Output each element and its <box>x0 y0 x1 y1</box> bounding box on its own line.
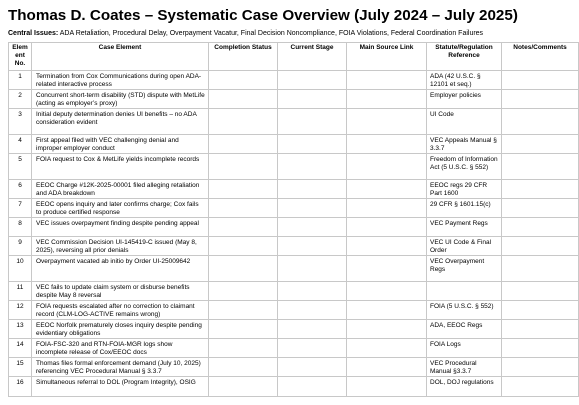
row-element-no: 12 <box>9 301 32 320</box>
row-element-no: 5 <box>9 154 32 180</box>
table-header-row <box>9 43 579 71</box>
row-current-stage <box>278 282 347 301</box>
row-main-source-link <box>347 199 427 218</box>
central-issues <box>8 30 483 37</box>
row-notes-comments <box>502 282 579 301</box>
row-completion-status <box>209 237 278 256</box>
header-completion-status: Completion Status <box>209 43 278 71</box>
row-current-stage <box>278 320 347 339</box>
row-completion-status <box>209 358 278 377</box>
row-completion-status <box>209 154 278 180</box>
row-completion-status <box>209 320 278 339</box>
row-statute-reference: VEC Payment Regs <box>427 218 502 237</box>
row-current-stage <box>278 256 347 282</box>
row-case-element: VEC fails to update claim system or disburse benefits despite May 8 reversal <box>32 282 209 301</box>
row-current-stage <box>278 109 347 135</box>
row-completion-status <box>209 339 278 358</box>
table-row <box>9 90 579 109</box>
row-main-source-link <box>347 135 427 154</box>
row-case-element: FOIA requests escalated after no correction to claimant record (CLM-LOG-ACTIVE remains wrong) <box>32 301 209 320</box>
row-completion-status <box>209 135 278 154</box>
row-main-source-link <box>347 218 427 237</box>
row-current-stage <box>278 218 347 237</box>
row-element-no: 1 <box>9 71 32 90</box>
table-row <box>9 256 579 282</box>
row-main-source-link <box>347 237 427 256</box>
row-case-element: EEOC Norfolk prematurely closes inquiry despite pending evidentiary obligations <box>32 320 209 339</box>
central-issues-label: Central Issues: <box>8 30 59 37</box>
row-statute-reference: Employer policies <box>427 90 502 109</box>
row-case-element: Termination from Cox Communications during open ADA-related interactive process <box>32 71 209 90</box>
row-completion-status <box>209 256 278 282</box>
row-current-stage <box>278 180 347 199</box>
row-case-element: VEC Commission Decision UI-145419-C issued (May 8, 2025), reversing all prior denials <box>32 237 209 256</box>
row-completion-status <box>209 282 278 301</box>
table-row <box>9 154 579 180</box>
row-completion-status <box>209 90 278 109</box>
row-case-element: Initial deputy determination denies UI benefits – no ADA consideration evident <box>32 109 209 135</box>
row-notes-comments <box>502 135 579 154</box>
row-current-stage <box>278 154 347 180</box>
row-element-no: 10 <box>9 256 32 282</box>
table-row <box>9 377 579 397</box>
row-statute-reference <box>427 282 502 301</box>
row-statute-reference: UI Code <box>427 109 502 135</box>
row-element-no: 11 <box>9 282 32 301</box>
row-notes-comments <box>502 377 579 397</box>
row-main-source-link <box>347 154 427 180</box>
row-case-element: Thomas files formal enforcement demand (July 10, 2025) referencing VEC Procedural Manual § 3.3.7 <box>32 358 209 377</box>
row-completion-status <box>209 71 278 90</box>
row-notes-comments <box>502 218 579 237</box>
row-element-no: 15 <box>9 358 32 377</box>
row-element-no: 3 <box>9 109 32 135</box>
row-current-stage <box>278 90 347 109</box>
row-element-no: 14 <box>9 339 32 358</box>
row-notes-comments <box>502 301 579 320</box>
row-notes-comments <box>502 109 579 135</box>
table-row <box>9 282 579 301</box>
row-main-source-link <box>347 282 427 301</box>
row-current-stage <box>278 377 347 397</box>
row-element-no: 6 <box>9 180 32 199</box>
row-completion-status <box>209 301 278 320</box>
table-row <box>9 320 579 339</box>
row-main-source-link <box>347 339 427 358</box>
row-current-stage <box>278 301 347 320</box>
row-statute-reference: ADA (42 U.S.C. § 12101 et seq.) <box>427 71 502 90</box>
header-notes-comments: Notes/Comments <box>502 43 579 71</box>
row-element-no: 8 <box>9 218 32 237</box>
row-case-element: FOIA-FSC-320 and RTN-FOIA-MGR logs show incomplete release of Cox/EEOC docs <box>32 339 209 358</box>
row-notes-comments <box>502 154 579 180</box>
row-case-element: First appeal filed with VEC challenging denial and improper employer conduct <box>32 135 209 154</box>
row-notes-comments <box>502 71 579 90</box>
row-main-source-link <box>347 377 427 397</box>
header-main-source-link: Main Source Link <box>347 43 427 71</box>
row-current-stage <box>278 339 347 358</box>
row-notes-comments <box>502 358 579 377</box>
row-case-element: EEOC opens inquiry and later confirms charge; Cox fails to produce certified response <box>32 199 209 218</box>
row-main-source-link <box>347 180 427 199</box>
row-case-element: Overpayment vacated ab initio by Order UI-25009642 <box>32 256 209 282</box>
row-statute-reference: 29 CFR § 1601.15(c) <box>427 199 502 218</box>
table-row <box>9 199 579 218</box>
row-current-stage <box>278 237 347 256</box>
row-case-element: EEOC Charge #12K-2025-00001 filed alleging retaliation and ADA breakdown <box>32 180 209 199</box>
row-main-source-link <box>347 358 427 377</box>
row-statute-reference: VEC UI Code & Final Order <box>427 237 502 256</box>
row-notes-comments <box>502 90 579 109</box>
row-main-source-link <box>347 90 427 109</box>
row-notes-comments <box>502 256 579 282</box>
table-row <box>9 71 579 90</box>
case-overview-table <box>8 42 579 397</box>
row-notes-comments <box>502 339 579 358</box>
row-statute-reference: VEC Appeals Manual § 3.3.7 <box>427 135 502 154</box>
row-statute-reference: VEC Procedural Manual §3.3.7 <box>427 358 502 377</box>
row-completion-status <box>209 218 278 237</box>
row-completion-status <box>209 199 278 218</box>
row-statute-reference: DOL, DOJ regulations <box>427 377 502 397</box>
row-completion-status <box>209 377 278 397</box>
row-current-stage <box>278 135 347 154</box>
header-case-element: Case Element <box>32 43 209 71</box>
row-current-stage <box>278 199 347 218</box>
row-case-element: Simultaneous referral to DOL (Program Integrity), OSIG <box>32 377 209 397</box>
table-row <box>9 218 579 237</box>
row-notes-comments <box>502 237 579 256</box>
central-issues-text: ADA Retaliation, Procedural Delay, Overpayment Vacatur, Final Decision Noncompliance, FOIA Violations, Federal Coordination Failures <box>58 30 484 37</box>
table-row <box>9 180 579 199</box>
row-element-no: 9 <box>9 237 32 256</box>
header-element-no: Elem ent No. <box>9 43 32 71</box>
row-element-no: 13 <box>9 320 32 339</box>
row-main-source-link <box>347 109 427 135</box>
table-row <box>9 339 579 358</box>
row-main-source-link <box>347 320 427 339</box>
header-current-stage: Current Stage <box>278 43 347 71</box>
header-statute-reference: Statute/Regulation Reference <box>427 43 502 71</box>
row-statute-reference: FOIA (5 U.S.C. § 552) <box>427 301 502 320</box>
row-element-no: 2 <box>9 90 32 109</box>
row-notes-comments <box>502 180 579 199</box>
row-notes-comments <box>502 320 579 339</box>
table-row <box>9 109 579 135</box>
row-main-source-link <box>347 71 427 90</box>
row-completion-status <box>209 180 278 199</box>
row-current-stage <box>278 71 347 90</box>
row-element-no: 16 <box>9 377 32 397</box>
row-statute-reference: VEC Overpayment Regs <box>427 256 502 282</box>
row-element-no: 7 <box>9 199 32 218</box>
row-case-element: Concurrent short-term disability (STD) dispute with MetLife (acting as employer’s proxy) <box>32 90 209 109</box>
row-main-source-link <box>347 256 427 282</box>
row-notes-comments <box>502 199 579 218</box>
row-statute-reference: EEOC regs 29 CFR Part 1600 <box>427 180 502 199</box>
row-statute-reference: FOIA Logs <box>427 339 502 358</box>
row-statute-reference: Freedom of Information Act (5 U.S.C. § 552) <box>427 154 502 180</box>
table-row <box>9 237 579 256</box>
table-row <box>9 135 579 154</box>
table-row <box>9 301 579 320</box>
row-main-source-link <box>347 301 427 320</box>
row-element-no: 4 <box>9 135 32 154</box>
row-current-stage <box>278 358 347 377</box>
document-title: Thomas D. Coates – Systematic Case Overview (July 2024 – July 2025) <box>8 7 518 24</box>
row-completion-status <box>209 109 278 135</box>
row-statute-reference: ADA, EEOC Regs <box>427 320 502 339</box>
row-case-element: FOIA request to Cox & MetLife yields incomplete records <box>32 154 209 180</box>
row-case-element: VEC issues overpayment finding despite pending appeal <box>32 218 209 237</box>
table-row <box>9 358 579 377</box>
